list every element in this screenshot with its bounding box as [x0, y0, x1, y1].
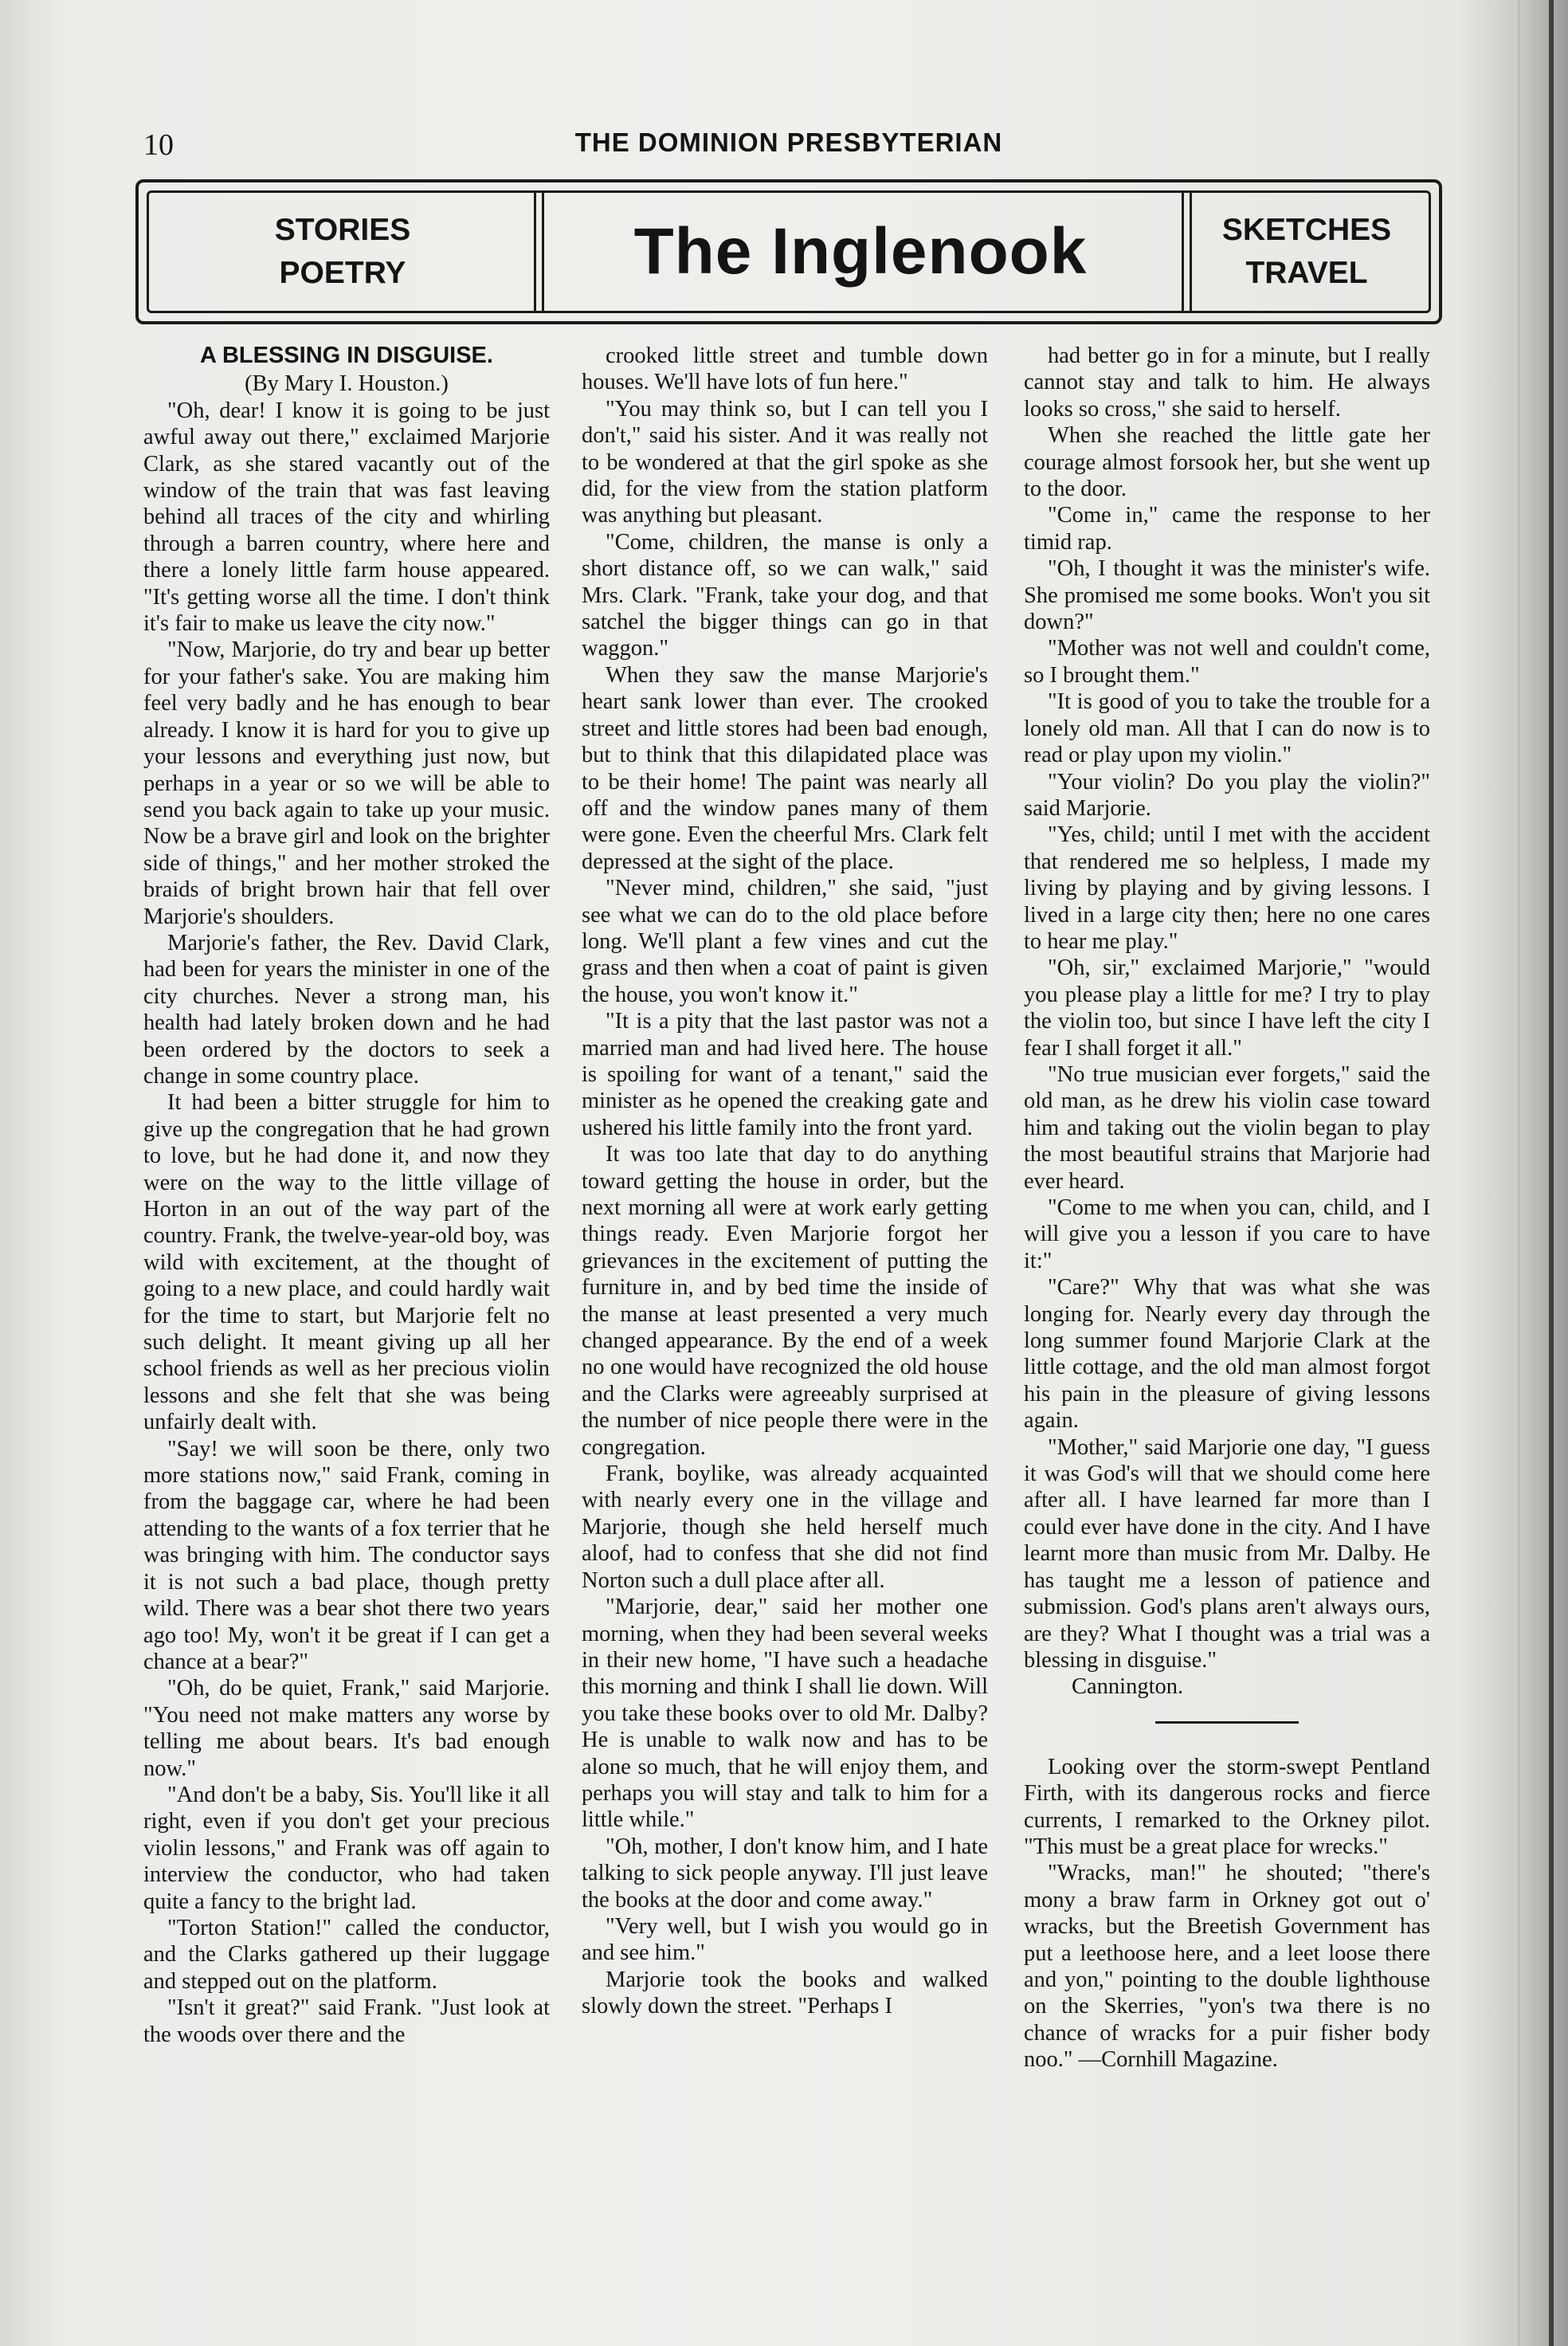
paragraph: "Yes, child; until I met with the accident that rendered me so helpless, I made my living by playing and by giving lessons. I lived in a large city then; here no one cares to hear me play.": [1024, 822, 1430, 954]
paragraph: "Oh, I thought it was the minister's wife. She promised me some books. Won't you sit down?": [1024, 556, 1430, 635]
column-3-second-story: [1024, 1754, 1430, 2073]
paragraph: "Mother," said Marjorie one day, "I guess it was God's will that we should come here after all. I have learned far more than I could ever have done in the city. And I have learnt more than music from Mr. Dalby. He has taught me a lesson of patience and submission. God's plans aren't always ours, are they? What I thought was a trial was a blessing in disguise.": [1024, 1434, 1430, 1673]
page-fold-edge: [1549, 0, 1554, 2346]
story-title: A BLESSING IN DISGUISE.: [200, 343, 493, 368]
banner-label-travel: TRAVEL: [1245, 256, 1368, 290]
story-byline: (By Mary I. Houston.): [245, 371, 449, 397]
paragraph: "Come, children, the manse is only a short distance off, so we can walk," said Mrs. Clark. "Frank, take your dog, and that satchel the bigger things can go in that waggon.": [582, 529, 988, 661]
story-signature: Cannington.: [1072, 1674, 1184, 1700]
paragraph: "Your violin? Do you play the violin?" said Marjorie.: [1024, 769, 1430, 821]
section-banner: [135, 179, 1442, 324]
paragraph: "And don't be a baby, Sis. You'll like it all right, even if you don't get your precious violin lessons," and Frank was off again to interview the conductor, who had taken quite a fancy to the bright lad.: [143, 1782, 550, 1914]
paragraph: "Say! we will soon be there, only two more stations now," said Frank, coming in from the baggage car, where he had been attending to the wants of a fox terrier that he was bringing with him. The conductor says it is not such a bad place, though pretty wild. There was a bear shot there two years ago too! My, won't it be great if I can get a chance at a bear?": [143, 1436, 550, 1674]
section-title: The Inglenook: [633, 215, 1088, 288]
banner-divider-right-2: [1190, 190, 1192, 313]
paragraph: "It is a pity that the last pastor was not a married man and had lived here. The house is spoiling for want of a tenant," said the minister as he opened the creaking gate and ushered his little family into the front yard.: [582, 1009, 988, 1140]
paragraph: Frank, boylike, was already acquainted with nearly every one in the village and Marjorie, though she held herself much aloof, had to confess that she did not find Norton such a dull place after all.: [582, 1461, 988, 1593]
column-1-paragraphs: [143, 398, 550, 2048]
paragraph: Marjorie took the books and walked slowly down the street. "Perhaps I: [582, 1967, 988, 2019]
paragraph: "Come in," came the response to her timid rap.: [1024, 503, 1430, 555]
article-column-3: [1024, 343, 1430, 2073]
banner-divider-right: [1182, 190, 1184, 313]
paragraph: When she reached the little gate her courage almost forsook her, but she went up to the door.: [1024, 423, 1430, 502]
paragraph: "Oh, sir," exclaimed Marjorie," "would you please play a little for me? I try to play the violin too, but since I have left the city I fear I shall forget it all.": [1024, 955, 1430, 1061]
column-3-paragraphs: [1024, 343, 1430, 1673]
banner-label-poetry: POETRY: [279, 256, 406, 290]
banner-right-labels: [1195, 190, 1418, 313]
paragraph: "Mother was not well and couldn't come, so I brought them.": [1024, 636, 1430, 688]
paragraph: "Isn't it great?" said Frank. "Just look at the woods over there and the: [143, 1995, 550, 2047]
running-head: [143, 128, 1434, 175]
paragraph: Marjorie's father, the Rev. David Clark, had been for years the minister in one of the city churches. Never a strong man, his health had lately broken down and he had been ordered by the doctors to seek a change in some country place.: [143, 930, 550, 1089]
paragraph: "Care?" Why that was what she was longing for. Nearly every day through the long summer found Marjorie Clark at the little cottage, and the old man almost forgot his pain in the pleasure of giving lessons again.: [1024, 1275, 1430, 1434]
paragraph: crooked little street and tumble down houses. We'll have lots of fun here.": [582, 343, 988, 395]
banner-left-labels: [159, 190, 526, 313]
banner-label-sketches: SKETCHES: [1221, 213, 1392, 247]
paragraph: It was too late that day to do anything toward getting the house in order, but the next morning all were at work early getting things ready. Even Marjorie forgot her grievances in the excitement of putting the furniture in, and by bed time the inside of the manse at least presented a very much changed appearance. By the end of a week no one would have recognized the old house and the Clarks were agreeably surprised at the number of nice people there were in the congregation.: [582, 1142, 988, 1460]
article-column-2: [582, 343, 988, 2020]
paragraph: "Come to me when you can, child, and I will give you a lesson if you care to have it:": [1024, 1195, 1430, 1273]
section-rule: [1155, 1721, 1299, 1724]
paragraph: "You may think so, but I can tell you I don't," said his sister. And it was really not to be wondered at that the girl spoke as she did, for the view from the station platform was anything but pleasant.: [582, 396, 988, 528]
paragraph: "Very well, but I wish you would go in and see him.": [582, 1913, 988, 1966]
paragraph: "Marjorie, dear," said her mother one morning, when they had been several weeks in their new home, "I have such a headache this morning and think I shall lie down. Will you take these books over to old Mr. Dalby? He is unable to walk now and has to be alone so much, that he will enjoy them, and perhaps you will stay and talk to him for a little while.": [582, 1595, 988, 1833]
paragraph: When they saw the manse Marjorie's heart sank lower than ever. The crooked street and little stores had been bad enough, but to think that this dilapidated place was to be their home! The paint was nearly all off and the window panes many of them were gone. Even the cheerful Mrs. Clark felt depressed at the sight of the place.: [582, 662, 988, 874]
paragraph: "No true musician ever forgets," said the old man, as he drew his violin case toward him and taking out the violin began to play the most beautiful strains that Marjorie had ever heard.: [1024, 1061, 1430, 1194]
paragraph: "Wracks, man!" he shouted; "there's mony a braw farm in Orkney got out o' wracks, but the Breetish Government has put a leethoose here, and a leet loose there and yon," pointing to the double lighthouse on the Skerries, "yon's twa there is no chance of wracks for a puir fisher body noo." —Cornhill Magazine.: [1024, 1861, 1430, 2073]
banner-label-stories: STORIES: [274, 213, 411, 247]
banner-divider-left: [534, 190, 536, 313]
paragraph: "Never mind, children," she said, "just see what we can do to the old place before long. We'll plant a few vines and cut the grass and then when a coat of paint is given the house, you won't know it.": [582, 876, 988, 1007]
paragraph: "Oh, dear! I know it is going to be just awful away out there," exclaimed Marjorie Clark, as she stared vacantly out of the window of the train that was fast leaving behind all traces of the city and whirling through a barren country, where here and there a lonely little farm house appeared. "It's getting worse all the time. I don't think it's fair to make us leave the city now.": [143, 398, 550, 637]
paragraph: Looking over the storm-swept Pentland Firth, with its dangerous rocks and fierce currents, I remarked to the Orkney pilot. "This must be a great place for wrecks.": [1024, 1754, 1430, 1859]
paragraph: "Now, Marjorie, do try and bear up better for your father's sake. You are making him feel very badly and he has enough to bear already. I know it is hard for you to give up your lessons and everything just now, but perhaps in a year or so we will be able to send you back again to take up your music. Now be a brave girl and look on the brighter side of things," and her mother stroked the braids of bright brown hair that fell over Marjorie's shoulders.: [143, 638, 550, 929]
paragraph: "Oh, mother, I don't know him, and I hate talking to sick people anyway. I'll just leave the books at the door and come away.": [582, 1834, 988, 1912]
paragraph: had better go in for a minute, but I really cannot stay and talk to him. He always looks so cross," she said to herself.: [1024, 343, 1430, 422]
page-number: 10: [143, 128, 174, 162]
paragraph: "It is good of you to take the trouble for a lonely old man. All that I can do now is to read or play upon my violin.": [1024, 689, 1430, 768]
page-shadow: [1518, 0, 1520, 2346]
column-2-paragraphs: [582, 343, 988, 2020]
paragraph: "Oh, do be quiet, Frank," said Marjorie. "You need not make matters any worse by telling me about bears. It's bad enough now.": [143, 1676, 550, 1781]
paragraph: "Torton Station!" called the conductor, and the Clarks gathered up their luggage and stepped out on the platform.: [143, 1915, 550, 1994]
paragraph: It had been a bitter struggle for him to give up the congregation that he had grown to love, but he had done it, and now they were on the way to the little village of Horton in an out of the way part of the country. Frank, the twelve-year-old boy, was wild with excitement, at the thought of going to a new place, and could hardly wait for the time to start, but Marjorie felt no such delight. It meant giving up all her school friends as well as her precious violin lessons and she felt that she was being unfairly dealt with.: [143, 1090, 550, 1435]
journal-title: THE DOMINION PRESBYTERIAN: [574, 128, 1003, 157]
article-column-1: [143, 343, 550, 2048]
